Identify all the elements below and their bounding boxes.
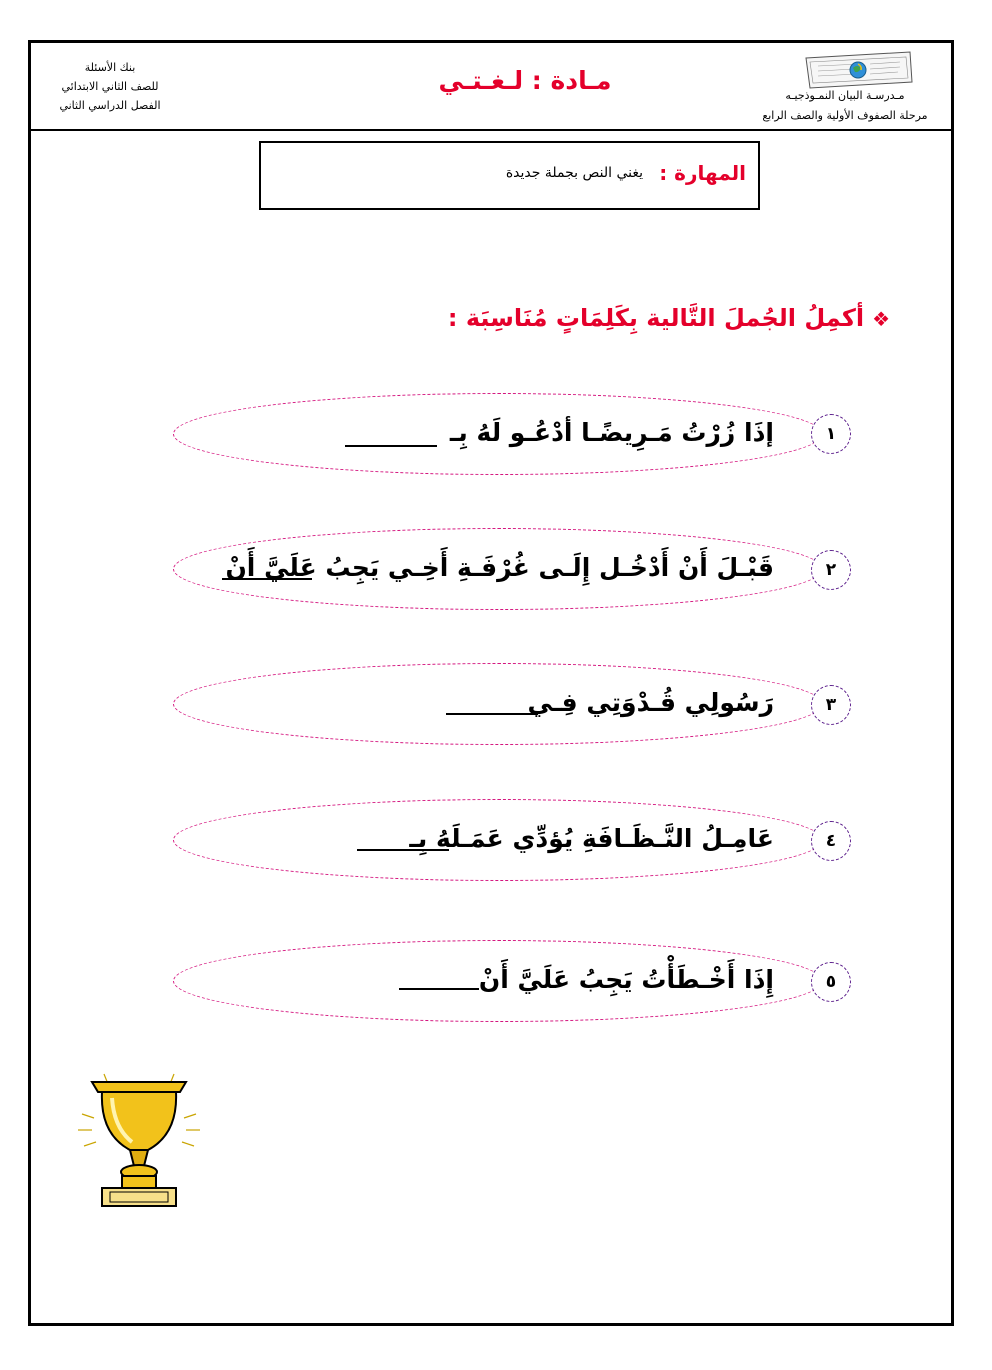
question-3-number: ٣ bbox=[811, 685, 851, 725]
question-2-number: ٢ bbox=[811, 550, 851, 590]
instruction-text: أكمِلُ الجُملَ التَّالية بِكَلِمَاتٍ مُنَاسِبَة : bbox=[447, 304, 865, 332]
question-3-text: رَسُولِي قُـدْوَتِي فِـي bbox=[527, 688, 774, 717]
header-divider bbox=[28, 129, 954, 131]
subject-title: مـادة : لـغـتـي bbox=[438, 66, 612, 95]
skill-box bbox=[259, 141, 760, 210]
instruction bbox=[440, 304, 890, 332]
question-5-number: ٥ bbox=[811, 962, 851, 1002]
diamond-bullet-icon: ❖ bbox=[872, 307, 890, 331]
question-4-text: عَامِـلُ النَّـظَـافَةِ يُؤدِّي عَمَـلَهُ بِـ bbox=[409, 824, 774, 853]
question-5-text: إِذَا أَخْـطَأْتُ يَجِبُ عَلَيَّ أَنْ bbox=[478, 965, 774, 994]
question-4-number: ٤ bbox=[811, 821, 851, 861]
question-3-answer-blank[interactable] bbox=[446, 713, 538, 715]
question-2-answer-blank[interactable] bbox=[222, 578, 312, 580]
school-stage: مرحلة الصفوف الأولية والصف الرابع bbox=[762, 109, 928, 122]
header-right-info bbox=[745, 86, 945, 126]
header-left-line-2: للصف الثاني الابتدائي bbox=[61, 80, 159, 93]
skill-text: يغني النص بجملة جديدة bbox=[505, 165, 643, 181]
question-5-answer-blank[interactable] bbox=[399, 988, 479, 990]
question-1-answer-blank[interactable] bbox=[345, 445, 437, 447]
question-2-text: قَبْـلَ أَنْ أَدْخُـل إِلَـى غُرْفَـةِ أَخِـي يَجِبُ عَلَيَّ أَنْ bbox=[225, 553, 774, 582]
question-4-answer-blank[interactable] bbox=[357, 849, 449, 851]
skill-label: المهارة : bbox=[659, 161, 746, 185]
trophy-icon bbox=[74, 1072, 204, 1212]
question-1-text: إذَا زُرْتُ مَـرِيضًـا أدْعُـو لَهُ بِـ bbox=[449, 418, 774, 447]
question-1-number: ١ bbox=[811, 414, 851, 454]
header-left-line-3: الفصل الدراسي الثاني bbox=[59, 99, 161, 112]
header-left-info bbox=[40, 58, 180, 115]
school-name: مـدرسـة البيان النمـوذجيـه bbox=[785, 89, 905, 102]
header-left-line-1: بنك الأسئلة bbox=[84, 61, 136, 74]
